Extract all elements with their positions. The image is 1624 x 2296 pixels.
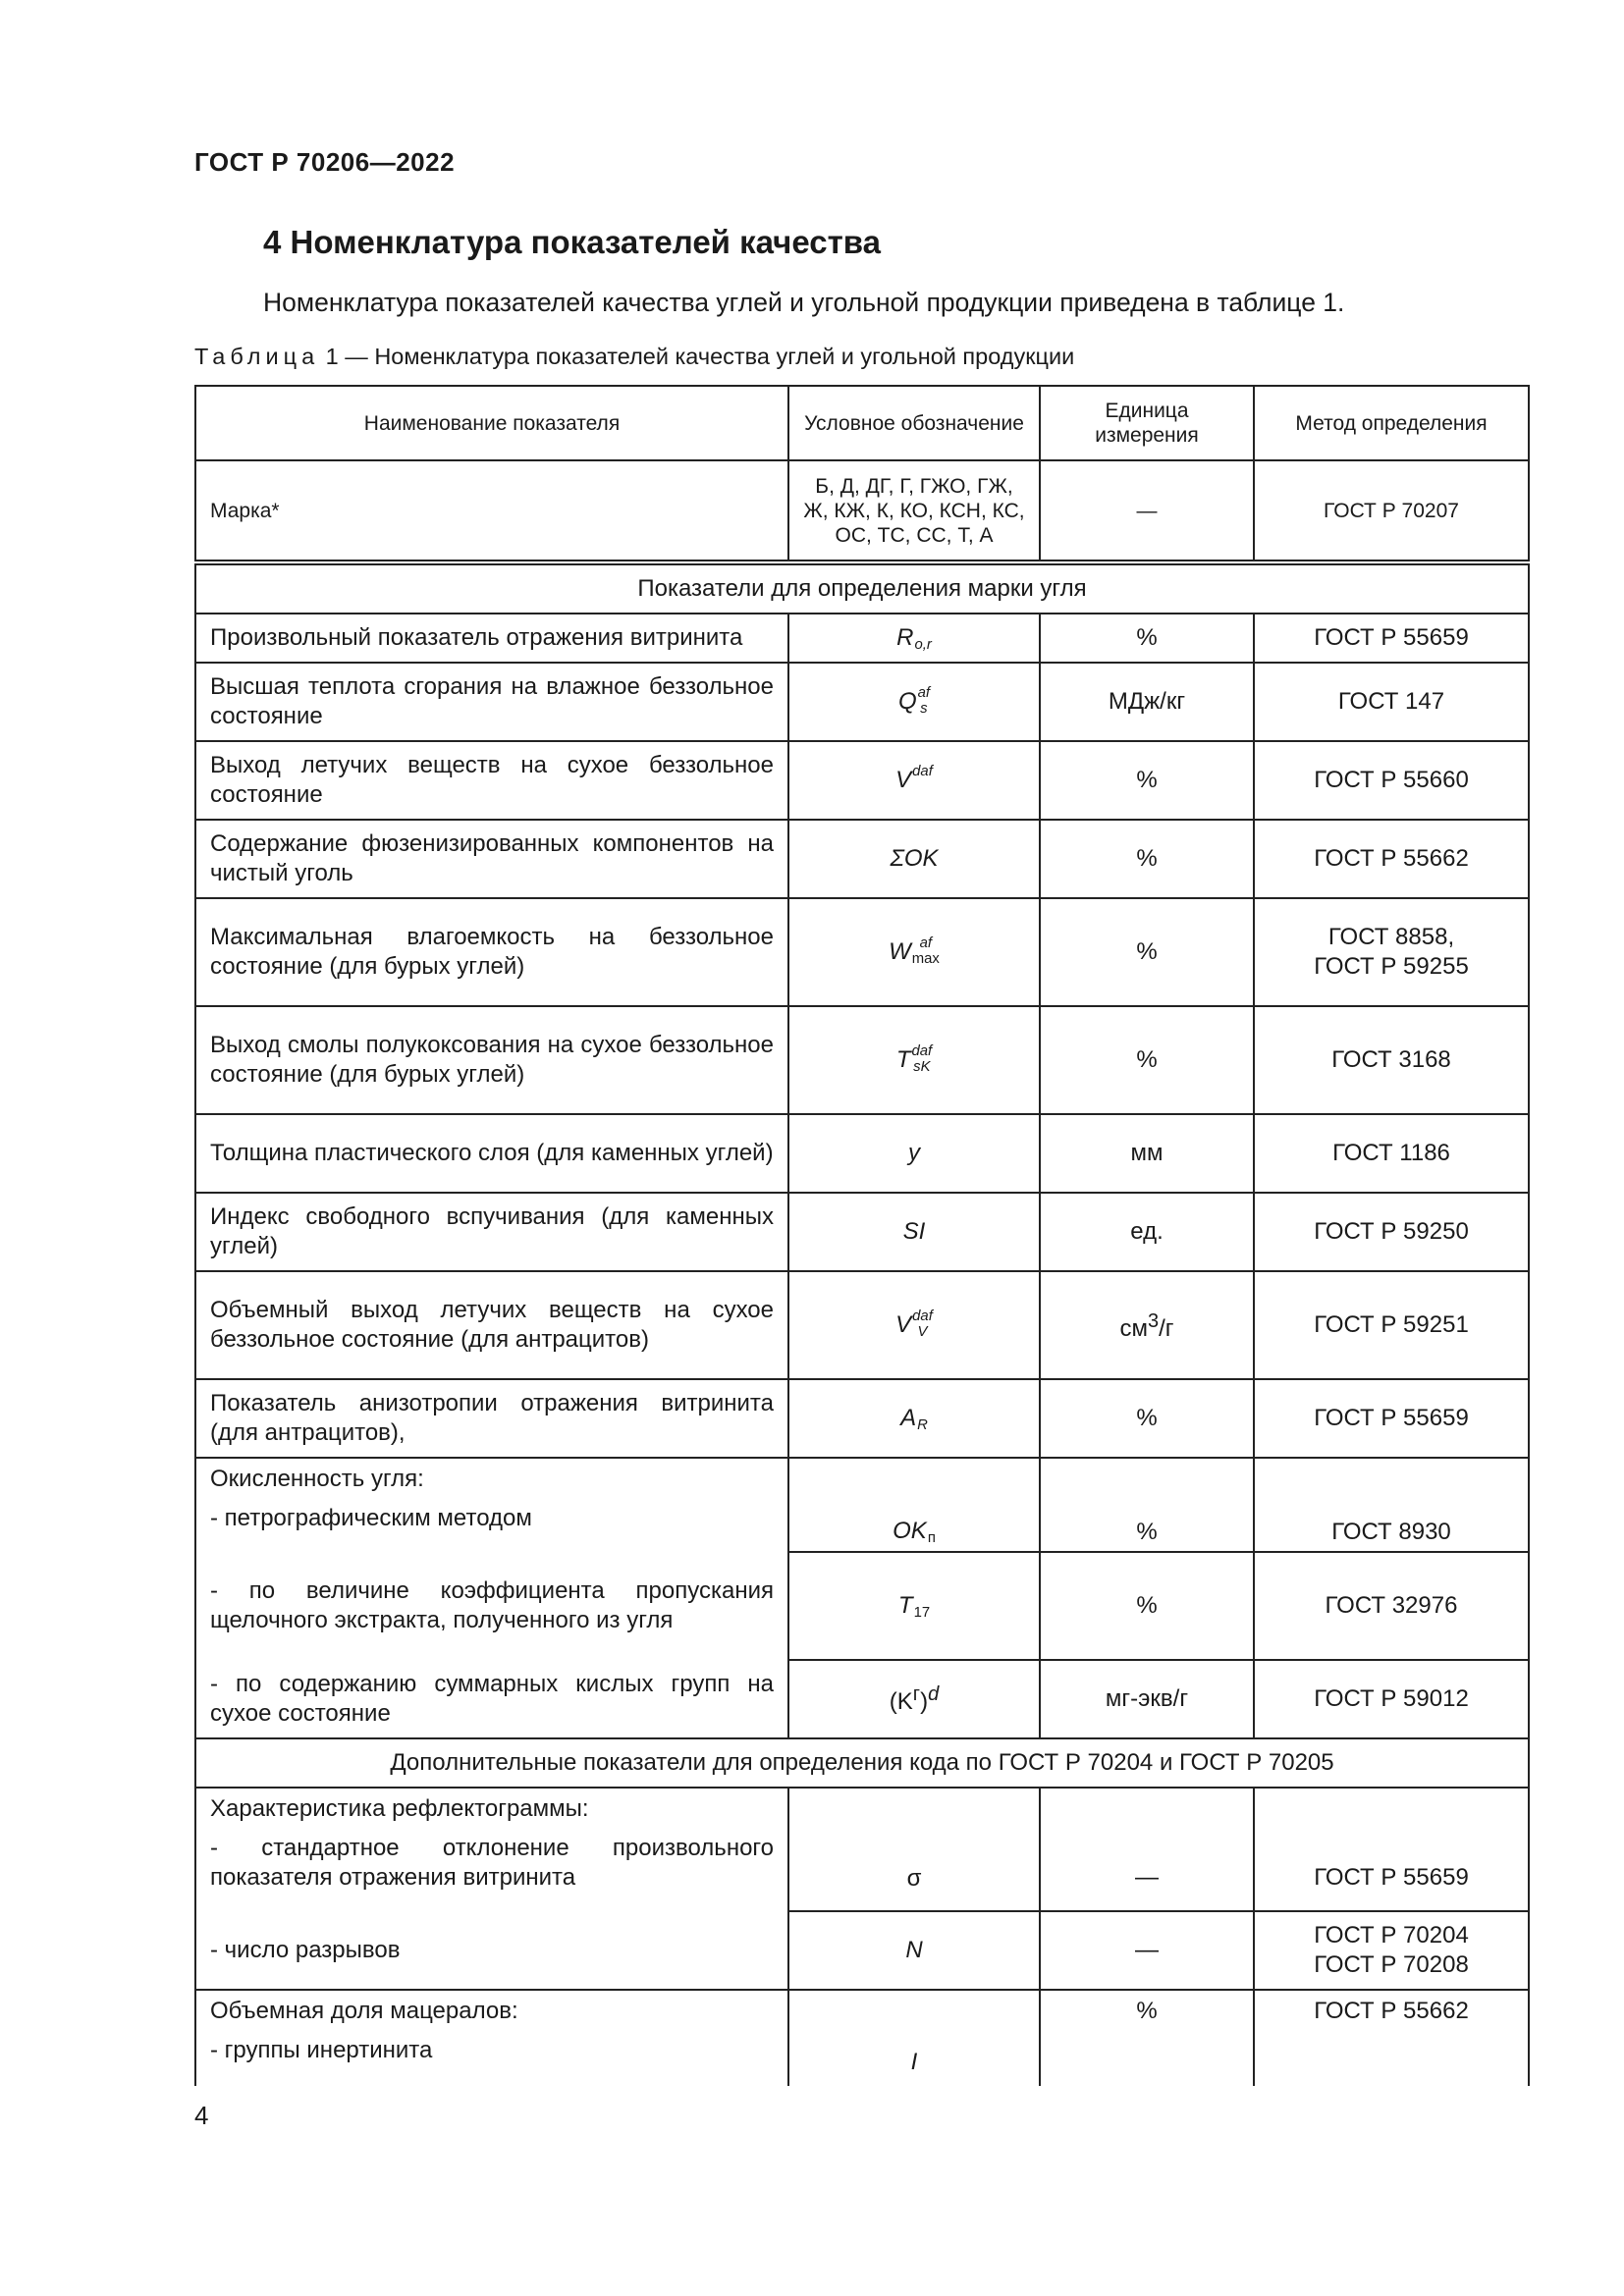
column-header-method: Метод определения [1254,386,1529,460]
cell-method: ГОСТ Р 55660 [1254,741,1529,820]
cell-unit: % [1040,1552,1254,1660]
cell-unit: % [1040,898,1254,1006]
cell-unit: % [1040,820,1254,898]
table-section-row [195,562,1529,614]
cell-symbol: σ [788,1788,1040,1911]
cell-name: Толщина пластического слоя (для каменных углей) [195,1114,788,1193]
cell-method: ГОСТ 147 [1254,663,1529,741]
cell-name: Высшая теплота сгорания на влажное беззольное состояние [195,663,788,741]
cell-name: - число разрывов [195,1911,788,1990]
cell-unit: МДж/кг [1040,663,1254,741]
column-header-name: Наименование показателя [195,386,788,460]
table-row [195,1379,1529,1458]
cell-symbol: $(K^г)^d$ [788,1660,1040,1738]
cell-unit: % [1040,1006,1254,1114]
table-row [195,1114,1529,1193]
table-caption-text: 1 — Номенклатура показателей качества углей и угольной продукции [319,344,1075,369]
cell-symbol: T daf sK [788,1006,1040,1114]
cell-symbol: T 17 [788,1552,1040,1660]
cell-name: Выход летучих веществ на сухое беззольное состояние [195,741,788,820]
cell-unit: — [1040,1788,1254,1911]
group-item: - группы инертинита [210,2037,433,2063]
cell-method: ГОСТ Р 70204 ГОСТ Р 70208 [1254,1911,1529,1990]
cell-name: Объемный выход летучих веществ на сухое беззольное состояние (для антрацитов) [195,1271,788,1379]
cell-method: ГОСТ 32976 [1254,1552,1529,1660]
table-row [195,741,1529,820]
cell-symbol: OK п [788,1458,1040,1552]
cell-name: Марка* [195,460,788,562]
cell-symbol: Б, Д, ДГ, Г, ГЖО, ГЖ, Ж, КЖ, К, КО, КСН, КС, ОС, ТС, СС, Т, А [788,460,1040,562]
group-heading: Объемная доля мацералов: [210,1998,518,2024]
column-header-unit: Единица измерения [1040,386,1254,460]
group-item: - петрографическим методом [210,1505,532,1531]
cell-symbol: W af max [788,898,1040,1006]
table-row [195,1271,1529,1379]
cell-unit: ед. [1040,1193,1254,1271]
cell-name: Индекс свободного вспучивания (для каменных углей) [195,1193,788,1271]
cell-method: ГОСТ 1186 [1254,1114,1529,1193]
cell-name: Показатель анизотропии отражения витринита (для антрацитов), [195,1379,788,1458]
table-row [195,820,1529,898]
table-row [195,1552,1529,1660]
section-heading-code: Дополнительные показатели для определения кода по ГОСТ Р 70204 и ГОСТ Р 70205 [195,1738,1529,1788]
table-row [195,1660,1529,1738]
cell-symbol: A R [788,1379,1040,1458]
cell-name: Содержание фюзенизированных компонентов на чистый уголь [195,820,788,898]
cell-symbol: Q af s [788,663,1040,741]
cell-name: Выход смолы полукоксования на сухое беззольное состояние (для бурых углей) [195,1006,788,1114]
cell-unit: мг-экв/г [1040,1660,1254,1738]
section-title: 4 Номенклатура показателей качества [263,224,881,260]
table-caption [194,344,1074,370]
cell-name: Максимальная влагоемкость на беззольное состояние (для бурых углей) [195,898,788,1006]
cell-symbol: R o,r [788,614,1040,663]
column-header-symbol: Условное обозначение [788,386,1040,460]
table-row [195,1911,1529,1990]
cell-name [195,1788,788,1911]
cell-unit: % [1040,1458,1254,1552]
table-row [195,898,1529,1006]
table-row-reflectogram-head [195,1788,1529,1911]
cell-method: ГОСТ Р 55662 [1254,1990,1529,2086]
cell-symbol: N [788,1911,1040,1990]
cell-symbol: ΣOK [788,820,1040,898]
table-row [195,614,1529,663]
table-row [195,663,1529,741]
section-intro: Номенклатура показателей качества углей и угольной продукции приведена в таблице 1. [263,288,1345,317]
table-header-row [195,386,1529,460]
cell-symbol: SI [788,1193,1040,1271]
cell-unit: $см^3/г$ [1040,1271,1254,1379]
cell-method: ГОСТ Р 55659 [1254,1379,1529,1458]
cell-symbol: V daf [788,741,1040,820]
cell-method: ГОСТ Р 55662 [1254,820,1529,898]
table-section-row [195,1738,1529,1788]
cell-method: ГОСТ Р 55659 [1254,1788,1529,1911]
group-heading: Характеристика рефлектограммы: [210,1795,589,1822]
cell-name [195,1990,788,2086]
table-row-mark [195,460,1529,562]
cell-method: ГОСТ Р 55659 [1254,614,1529,663]
cell-unit: — [1040,460,1254,562]
document-code: ГОСТ Р 70206—2022 [194,147,456,177]
cell-unit: % [1040,741,1254,820]
cell-method: ГОСТ 8858, ГОСТ Р 59255 [1254,898,1529,1006]
section-heading-grade: Показатели для определения марки угля [195,562,1529,614]
cell-method: ГОСТ Р 70207 [1254,460,1529,562]
cell-symbol: y [788,1114,1040,1193]
cell-name: Произвольный показатель отражения витринита [195,614,788,663]
cell-name [195,1458,788,1552]
table-caption-word: Таблица [194,344,320,369]
cell-name: - по величине коэффициента пропускания щелочного экстракта, полученного из угля [195,1552,788,1660]
cell-unit: % [1040,614,1254,663]
cell-symbol: I [788,1990,1040,2086]
group-heading: Окисленность угля: [210,1466,424,1492]
table-row [195,1193,1529,1271]
cell-method: ГОСТ Р 59250 [1254,1193,1529,1271]
cell-method: ГОСТ 3168 [1254,1006,1529,1114]
cell-unit: % [1040,1990,1254,2086]
cell-unit: % [1040,1379,1254,1458]
table-row-oxidation-head [195,1458,1529,1552]
cell-unit: — [1040,1911,1254,1990]
cell-name: - по содержанию суммарных кислых групп на сухое состояние [195,1660,788,1738]
table-row [195,1006,1529,1114]
cell-symbol: V daf V [788,1271,1040,1379]
cell-unit: мм [1040,1114,1254,1193]
table-row-macerals [195,1990,1529,2086]
page-number: 4 [194,2101,209,2130]
cell-method: ГОСТ Р 59251 [1254,1271,1529,1379]
cell-method: ГОСТ Р 59012 [1254,1660,1529,1738]
quality-indicators-table [194,385,1530,2086]
group-item: - стандартное отклонение произвольного показателя отражения витринита [210,1835,774,1891]
cell-method: ГОСТ 8930 [1254,1458,1529,1552]
